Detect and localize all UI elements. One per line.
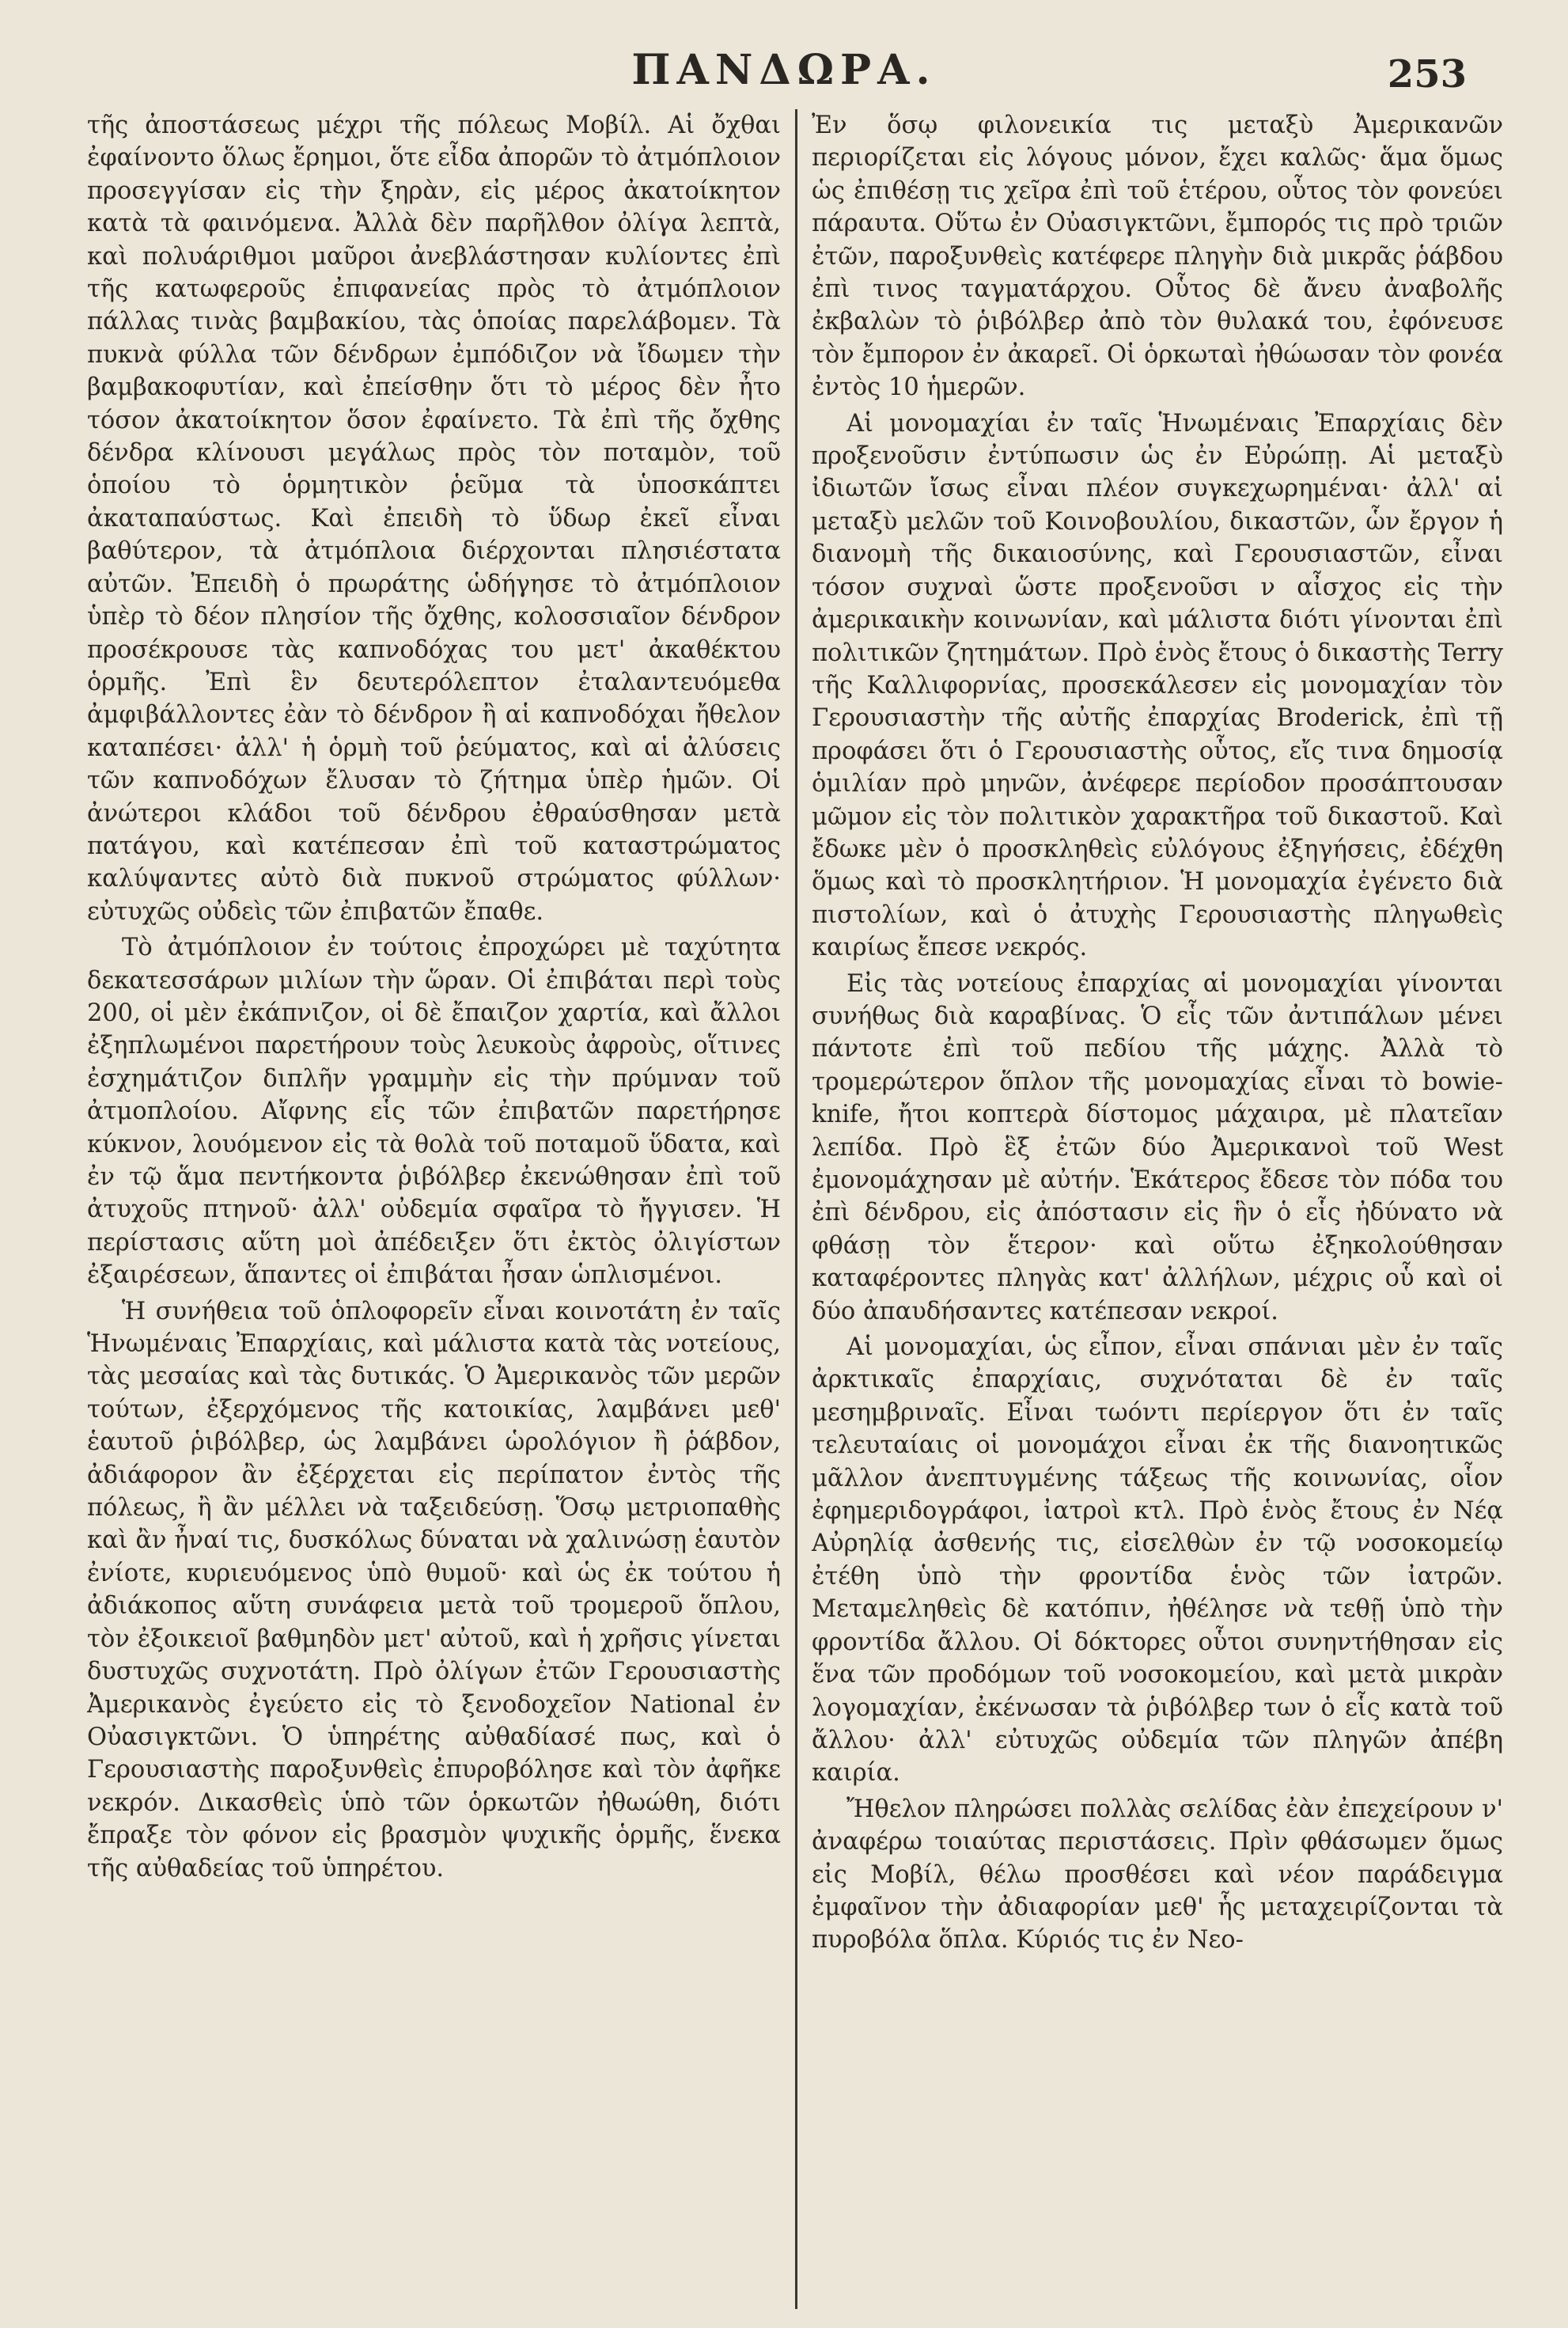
paragraph: Ἐν ὅσῳ φιλονεικία τις μεταξὺ Ἀμερικανῶν περιορίζεται εἰς λόγους μόνον, ἔχει καλῶς· ἅμα ὅμως ὡς ἐπιθέσῃ τις χεῖρα ἐπὶ τοῦ ἑτέρου, οὗτος τὸν φονεύει πάραυτα. Οὕτω ἐν Οὐασιγκτῶνι, ἔμπορός τις πρὸ τριῶν ἐτῶν, παροξυνθεὶς κατέφερε πληγὴν διὰ μικρᾶς ῥάβδου ἐπὶ τινος ταγματάρχου. Οὗτος δὲ ἄνευ ἀναβολῆς ἐκβαλὼν τὸ ῥιβόλβερ ἀπὸ τὸν θυλακά του, ἐφόνευσε τὸν ἔμπορον ἐν ἀκαρεῖ. Οἱ ὁρκωταὶ ἠθώωσαν τὸν φονέα ἐντὸς 10 ἡμερῶν. bbox=[812, 112, 1503, 402]
text-columns bbox=[87, 109, 1503, 2309]
paragraph: Αἱ μονομαχίαι, ὡς εἶπον, εἶναι σπάνιαι μὲν ἐν ταῖς ἀρκτικαῖς ἐπαρχίαις, συχνόταται δὲ ἐν ταῖς μεσημβριναῖς. Εἶναι τωόντι περίεργον ὅτι ἐν ταῖς τελευταίαις οἱ μονομάχοι εἶναι ἐκ τῆς διανοητικῶς μᾶλλον ἀνεπτυγμένης τάξεως τῆς κοινωνίας, οἷον ἐφημεριδογράφοι, ἰατροὶ κτλ. Πρὸ ἑνὸς ἔτους ἐν Νέᾳ Αὐρηλίᾳ ἀσθενής τις, εἰσελθὼν ἐν τῷ νοσοκομείῳ ἐτέθη ὑπὸ τὴν φροντίδα ἑνὸς τῶν ἰατρῶν. Μεταμεληθεὶς δὲ κατόπιν, ἠθέλησε νὰ τεθῇ ὑπὸ τὴν φροντίδα ἄλλου. Οἱ δόκτορες οὗτοι συνηντήθησαν εἰς ἕνα τῶν προδόμων τοῦ νοσοκομείου, καὶ μετὰ μικρὰν λογομαχίαν, ἐκένωσαν τὰ ῥιβόλβερ των ὁ εἷς κατὰ τοῦ ἄλλου· ἀλλ' εὐτυχῶς οὐδεμία τῶν πληγῶν ἀπέβη καιρία. bbox=[812, 1333, 1503, 1788]
paragraph: Ἡ συνήθεια τοῦ ὁπλοφορεῖν εἶναι κοινοτάτη ἐν ταῖς Ἡνωμέναις Ἐπαρχίαις, καὶ μάλιστα κατὰ τὰς νοτείους, τὰς μεσαίας καὶ τὰς δυτικάς. Ὁ Ἀμερικανὸς τῶν μερῶν τούτων, ἐξερχόμενος τῆς κατοικίας, λαμβάνει μεθ' ἑαυτοῦ ῥιβόλβερ, ὡς λαμβάνει ὡρολόγιον ἢ ῥάβδον, ἀδιάφορον ἂν ἐξέρχεται εἰς περίπατον ἐντὸς τῆς πόλεως, ἢ ἂν μέλλει νὰ ταξειδεύσῃ. Ὅσῳ μετριοπαθὴς καὶ ἂν ἦναί τις, δυσκόλως δύναται νὰ χαλινώσῃ ἑαυτὸν ἐνίοτε, κυριευόμενος ὑπὸ θυμοῦ· καὶ ὡς ἐκ τούτου ἡ ἀδιάκοπος αὕτη συνάφεια μετὰ τοῦ τρομεροῦ ὅπλου, τὸν ἐξοικειοῖ βαθμηδὸν μετ' αὐτοῦ, καὶ ἡ χρῆσις γίνεται δυστυχῶς συχνοτάτη. Πρὸ ὀλίγων ἐτῶν Γερουσιαστὴς Ἀμερικανὸς ἐγεύετο εἰς τὸ ξενοδοχεῖον National ἐν Οὐασιγκτῶνι. Ὁ ὑπηρέτης αὐθαδίασέ πως, καὶ ὁ Γερουσιαστὴς παροξυνθεὶς ἐπυροβόλησε καὶ τὸν ἀφῆκε νεκρόν. Δικασθεὶς ὑπὸ τῶν ὁρκωτῶν ἠθωώθη, διότι ἔπραξε τὸν φόνον εἰς βρασμὸν ψυχικῆς ὁρμῆς, ἕνεκα τῆς αὐθαδείας τοῦ ὑπηρέτου. bbox=[87, 1297, 781, 1882]
left-column bbox=[87, 109, 795, 2309]
paragraph: Ἤθελον πληρώσει πολλὰς σελίδας ἐὰν ἐπεχείρουν ν' ἀναφέρω τοιαύτας περιστάσεις. Πρὶν φθάσωμεν ὅμως εἰς Μοβίλ, θέλω προσθέσει καὶ νέον παράδειγμα ἐμφαῖνον τὴν ἀδιαφορίαν μεθ' ἧς μεταχειρίζονται τὰ πυροβόλα ὅπλα. Κύριός τις ἐν Νεο- bbox=[812, 1795, 1503, 1955]
running-title: ΠΑΝΔΩΡΑ. bbox=[631, 46, 937, 94]
right-column bbox=[795, 109, 1503, 2309]
paragraph: Αἱ μονομαχίαι ἐν ταῖς Ἡνωμέναις Ἐπαρχίαις δὲν προξενοῦσιν ἐντύπωσιν ὡς ἐν Εὐρώπῃ. Αἱ μεταξὺ ἰδιωτῶν ἴσως εἶναι πλέον συγκεχωρημέναι· ἀλλ' αἱ μεταξὺ μελῶν τοῦ Κοινοβουλίου, δικαστῶν, ὧν ἔργον ἡ διανομὴ τῆς δικαιοσύνης, καὶ Γερουσιαστῶν, εἶναι τόσον συχναὶ ὥστε προξενοῦσι ν αἶσχος εἰς τὴν ἀμερικαικὴν κοινωνίαν, καὶ μάλιστα διότι γίνονται ἐπὶ πολιτικῶν ζητημάτων. Πρὸ ἑνὸς ἔτους ὁ δικαστὴς Terry τῆς Καλλιφορνίας, προσεκάλεσεν εἰς μονομαχίαν τὸν Γερουσιαστὴν τῆς αὐτῆς ἐπαρχίας Broderick, ἐπὶ τῇ προφάσει ὅτι ὁ Γερουσιαστὴς οὗτος, εἴς τινα δημοσίᾳ ὁμιλίαν πρὸ μηνῶν, ἀνέφερε περίοδον προσάπτουσαν μῶμον εἰς τὸν πολιτικὸν χαρακτῆρα τοῦ δικαστοῦ. Καὶ ἔδωκε μὲν ὁ προσκληθεὶς εὐλόγους ἐξηγήσεις, ἐδέχθη ὅμως καὶ τὸ προσκλητήριον. Ἡ μονομαχία ἐγένετο διὰ πιστολίων, καὶ ὁ ἀτυχὴς Γερουσιαστὴς πληγωθεὶς καιρίως ἔπεσε νεκρός. bbox=[812, 409, 1503, 962]
paragraph: Εἰς τὰς νοτείους ἐπαρχίας αἱ μονομαχίαι γίνονται συνήθως διὰ καραβίνας. Ὁ εἷς τῶν ἀντιπάλων μένει πάντοτε ἐπὶ τοῦ πεδίου τῆς μάχης. Ἀλλὰ τὸ τρομερώτερον ὅπλον τῆς μονομαχίας εἶναι τὸ bowie-knife, ἤτοι κοπτερὰ δίστομος μάχαιρα, μὲ πλατεῖαν λεπίδα. Πρὸ ἓξ ἐτῶν δύο Ἀμερικανοὶ τοῦ West ἐμονομάχησαν μὲ αὐτήν. Ἑκάτερος ἔδεσε τὸν πόδα του ἐπὶ δένδρου, εἰς ἀπόστασιν εἰς ἣν ὁ εἷς ἠδύνατο νὰ φθάσῃ τὸν ἕτερον· καὶ οὕτω ἐξηκολούθησαν καταφέροντες πληγὰς κατ' ἀλλήλων, μέχρις οὗ καὶ οἱ δύο ἀπαυδήσαντες κατέπεσαν νεκροί. bbox=[812, 969, 1503, 1325]
page-header bbox=[0, 46, 1568, 101]
paragraph: τῆς ἀποστάσεως μέχρι τῆς πόλεως Μοβίλ. Αἱ ὄχθαι ἐφαίνοντο ὅλως ἔρημοι, ὅτε εἶδα ἀπορῶν τὸ ἀτμόπλοιον προσεγγίσαν εἰς τὴν ξηρὰν, εἰς μέρος ἀκατοίκητον κατὰ τὰ φαινόμενα. Ἀλλὰ δὲν παρῆλθον ὀλίγα λεπτὰ, καὶ πολυάριθμοι μαῦροι ἀνεβλάστησαν κυλίοντες ἐπὶ τῆς κατωφεροῦς ἐπιφανείας πρὸς τὸ ἀτμόπλοιον πάλλας τινὰς βαμβακίου, τὰς ὁποίας παρελάβομεν. Τὰ πυκνὰ φύλλα τῶν δένδρων ἐμπόδιζον νὰ ἴδωμεν τὴν βαμβακοφυτίαν, καὶ ἐπείσθην ὅτι τὸ μέρος δὲν ἦτο τόσον ἀκατοίκητον ὅσον ἐφαίνετο. Τὰ ἐπὶ τῆς ὄχθης δένδρα κλίνουσι μεγάλως πρὸς τὸν ποταμὸν, τοῦ ὁποίου τὸ ὁρμητικὸν ῥεῦμα τὰ ὑποσκάπτει ἀκαταπαύστως. Καὶ ἐπειδὴ τὸ ὕδωρ ἐκεῖ εἶναι βαθύτερον, τὰ ἀτμόπλοια διέρχονται πλησιέστατα αὐτῶν. Ἐπειδὴ ὁ πρωράτης ὡδήγησε τὸ ἀτμόπλοιον ὑπὲρ τὸ δέον πλησίον τῆς ὄχθης, κολοσσιαῖον δένδρον προσέκρουσε τὰς καπνοδόχας του μετ' ἀκαθέκτου ὁρμῆς. Ἐπὶ ἓν δευτερόλεπτον ἐταλαντευόμεθα ἀμφιβάλλοντες ἐὰν τὸ δένδρον ἢ αἱ καπνοδόχαι ἤθελον καταπέσει· ἀλλ' ἡ ὁρμὴ τοῦ ῥεύματος, καὶ αἱ ἀλύσεις τῶν καπνοδόχων ἔλυσαν τὸ ζήτημα ὑπὲρ ἡμῶν. Οἱ ἀνώτεροι κλάδοι τοῦ δένδρου ἐθραύσθησαν μετὰ πατάγου, καὶ κατέπεσαν ἐπὶ τοῦ καταστρώματος καλύψαντες αὐτὸ διὰ πυκνοῦ στρώματος φύλλων· εὐτυχῶς οὐδεὶς τῶν ἐπιβατῶν ἔπαθε. bbox=[87, 112, 781, 926]
paragraph: Τὸ ἀτμόπλοιον ἐν τούτοις ἐπροχώρει μὲ ταχύτητα δεκατεσσάρων μιλίων τὴν ὥραν. Οἱ ἐπιβάται περὶ τοὺς 200, οἱ μὲν ἐκάπνιζον, οἱ δὲ ἔπαιζον χαρτία, καὶ ἄλλοι ἐξηπλωμένοι παρετήρουν τοὺς λευκοὺς ἀφροὺς, οἵτινες ἐσχημάτιζον διπλῆν γραμμὴν εἰς τὴν πρύμναν τοῦ ἀτμοπλοίου. Αἴφνης εἷς τῶν ἐπιβατῶν παρετήρησε κύκνον, λουόμενον εἰς τὰ θολὰ τοῦ ποταμοῦ ὕδατα, καὶ ἐν τῷ ἅμα πεντήκοντα ῥιβόλβερ ἐκενώθησαν ἐπὶ τοῦ ἀτυχοῦς πτηνοῦ· ἀλλ' οὐδεμία σφαῖρα τὸ ἤγγισεν. Ἡ περίστασις αὕτη μοὶ ἀπέδειξεν ὅτι ἐκτὸς ὀλιγίστων ἐξαιρέσεων, ἅπαντες οἱ ἐπιβάται ἦσαν ὡπλισμένοι. bbox=[87, 934, 781, 1290]
page-number: 253 bbox=[1387, 52, 1467, 97]
